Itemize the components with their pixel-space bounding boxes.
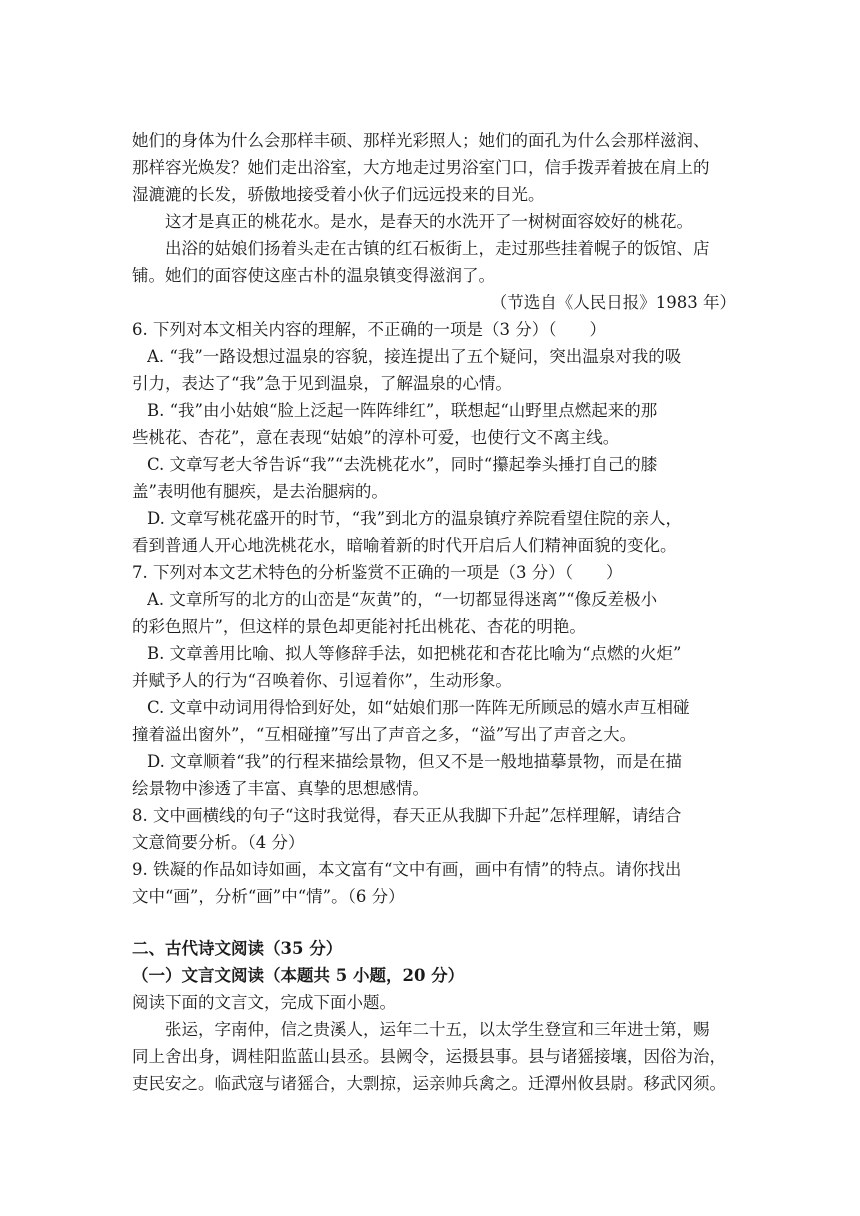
question-7: 7. 下列对本文艺术特色的分析鉴赏不正确的一项是（3 分）（ ） bbox=[132, 563, 623, 582]
option-line: C. 文章中动词用得恰到好处，如“姑娘们那一阵阵无所顾忌的嬉水声互相碰 bbox=[147, 698, 690, 717]
text-line: 出浴的姑娘们扬着头走在古镇的红石板街上，走过那些挂着幌子的饭馆、店 bbox=[165, 239, 710, 258]
passage-line: 吏民安之。临武寇与诸猺合，大剽掠，运亲帅兵禽之。迁潭州攸县尉。移武冈须。 bbox=[132, 1074, 726, 1093]
question-9-cont: 文中“画”，分析“画”中“情”。（6 分） bbox=[132, 887, 405, 906]
question-8-cont: 文意简要分析。（4 分） bbox=[132, 833, 305, 852]
text-line: 那样容光焕发？她们走出浴室，大方地走过男浴室门口，信手拨弄着披在肩上的 bbox=[132, 158, 710, 177]
text-line: 她们的身体为什么会那样丰硕、那样光彩照人；她们的面孔为什么会那样滋润、 bbox=[132, 131, 710, 150]
text-line: 铺。她们的面容使这座古朴的温泉镇变得滋润了。 bbox=[132, 266, 495, 285]
option-line: 看到普通人开心地洗桃花水，暗喻着新的时代开启后人们精神面貌的变化。 bbox=[132, 536, 677, 555]
option-line: 撞着溢出窗外”，“互相碰撞”写出了声音之多，“溢”写出了声音之大。 bbox=[132, 725, 637, 744]
option-line: 绘景物中渗透了丰富、真挚的思想感情。 bbox=[132, 779, 429, 798]
option-line: 盖”表明他有腿疾，是去治腿病的。 bbox=[132, 482, 388, 501]
question-9: 9. 铁凝的作品如诗如画，本文富有“文中有画，画中有情”的特点。请你找出 bbox=[132, 860, 682, 879]
option-line: 些桃花、杏花”，意在表现“姑娘”的淳朴可爱，也使行文不离主线。 bbox=[132, 428, 620, 447]
text-line: 这才是真正的桃花水。是水，是春天的水洗开了一树树面容姣好的桃花。 bbox=[165, 212, 693, 231]
passage-line: 同上舍出身，调桂阳监蓝山县丞。县阙令，运摄县事。县与诸猺接壤，因俗为治， bbox=[132, 1047, 726, 1066]
option-line: A. “我”一路设想过温泉的容貌，接连提出了五个疑问，突出温泉对我的吸 bbox=[147, 347, 682, 366]
option-line: 引力，表达了“我”急于见到温泉，了解温泉的心情。 bbox=[132, 374, 512, 393]
passage-line: 张运，字南仲，信之贵溪人，运年二十五，以太学生登宣和三年进士第，赐 bbox=[165, 1020, 710, 1039]
question-6: 6. 下列对本文相关内容的理解，不正确的一项是（3 分）（ ） bbox=[132, 320, 606, 339]
subsection-heading: （一）文言文阅读（本题共 5 小题，20 分） bbox=[132, 966, 465, 985]
question-8: 8. 文中画横线的句子“这时我觉得，春天正从我脚下升起”怎样理解，请结合 bbox=[132, 806, 682, 825]
option-line: C. 文章写老大爷告诉“我”“去洗桃花水”，同时“攥起拳头捶打自己的膝 bbox=[147, 455, 658, 474]
option-line: 的彩色照片”，但这样的景色却更能衬托出桃花、杏花的明艳。 bbox=[132, 617, 586, 636]
instruction: 阅读下面的文言文，完成下面小题。 bbox=[132, 993, 396, 1012]
text-line: 湿漉漉的长发，骄傲地接受着小伙子们远远投来的目光。 bbox=[132, 185, 545, 204]
option-line: D. 文章写桃花盛开的时节，“我”到北方的温泉镇疗养院看望住院的亲人， bbox=[147, 509, 683, 528]
option-line: B. “我”由小姑娘“脸上泛起一阵阵绯红”，联想起“山野里点燃起来的那 bbox=[147, 401, 658, 420]
source-citation: （节选自《人民日报》1983 年） bbox=[490, 293, 736, 312]
option-line: B. 文章善用比喻、拟人等修辞手法，如把桃花和杏花比喻为“点燃的火炬” bbox=[147, 644, 682, 663]
section-heading: 二、古代诗文阅读（35 分） bbox=[132, 939, 343, 958]
option-line: 并赋予人的行为“召唤着你、引逗着你”，生动形象。 bbox=[132, 671, 512, 690]
option-line: D. 文章顺着“我”的行程来描绘景物，但又不是一般地描摹景物，而是在描 bbox=[147, 752, 683, 771]
option-line: A. 文章所写的北方的山峦是“灰黄”的，“一切都显得迷离”“像反差极小 bbox=[147, 590, 658, 609]
